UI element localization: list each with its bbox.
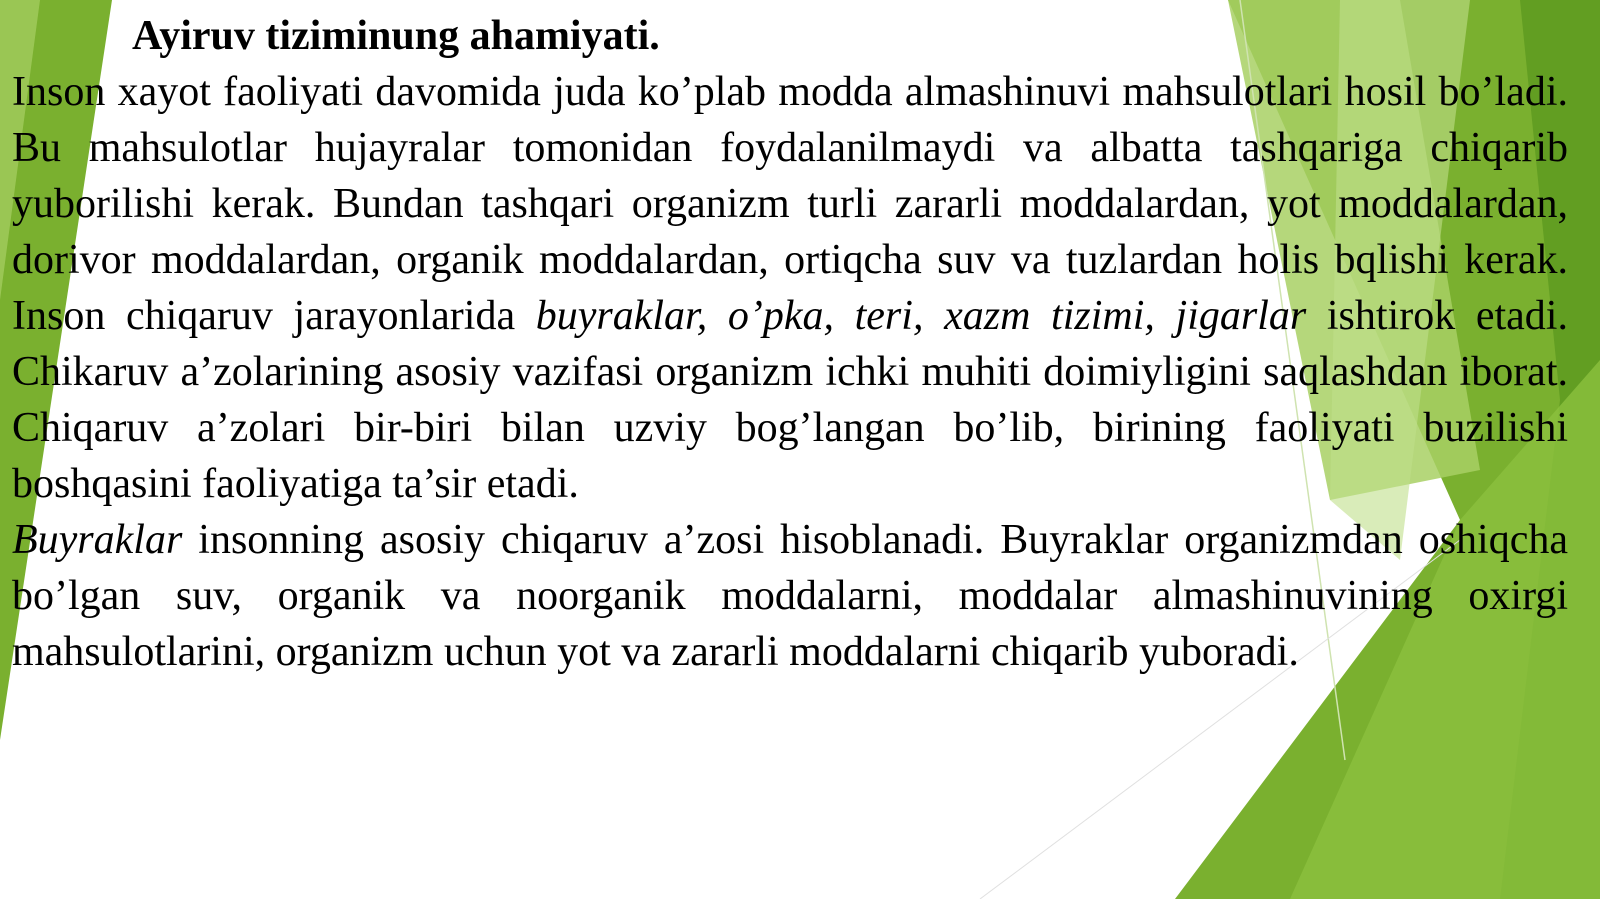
- paragraph-1-text-b: ishtirok etadi. Chikaruv a’zolarining asosiy vazifasi organizm ichki muhiti doimiyligini saqlashdan iborat. Chiqaruv a’zolari bir-biri bilan uzviy bog’langan bo’lib, birining faoliyati buzilishi boshqasini faoliyatiga ta’sir etadi.: [12, 293, 1568, 507]
- paragraph-2: [12, 512, 1568, 680]
- paragraph-1-text-a: Inson xayot faoliyati davomida juda ko’plab modda almashinuvi mahsulotlari hosil bo’ladi. Bu mahsulotlar hujayralar tomonidan foydalanilmaydi va albatta tashqariga chiqarib yuborilishi kerak. Bundan tashqari organizm turli zararli moddalardan, yot moddalardan, dorivor moddalardan, organik moddalardan, ortiqcha suv va tuzlardan holis bqlishi kerak. Inson chiqaruv jarayonlarida: [12, 69, 1568, 339]
- paragraph-1: [12, 64, 1568, 512]
- paragraph-1-italic: buyraklar, o’pka, teri, xazm tizimi, jigarlar: [535, 293, 1307, 339]
- paragraph-2-italic: Buyraklar: [12, 517, 183, 563]
- paragraph-2-text: insonning asosiy chiqaruv a’zosi hisoblanadi. Buyraklar organizmdan oshiqcha bo’lgan suv, organik va noorganik moddalarni, moddalar almashinuvining oxirgi mahsulotlarini, organizm uchun yot va zararli moddalarni chiqarib yuboradi.: [12, 517, 1568, 675]
- slide-content: [12, 8, 1568, 680]
- slide-title: Ayiruv tiziminung ahamiyati.: [132, 13, 660, 59]
